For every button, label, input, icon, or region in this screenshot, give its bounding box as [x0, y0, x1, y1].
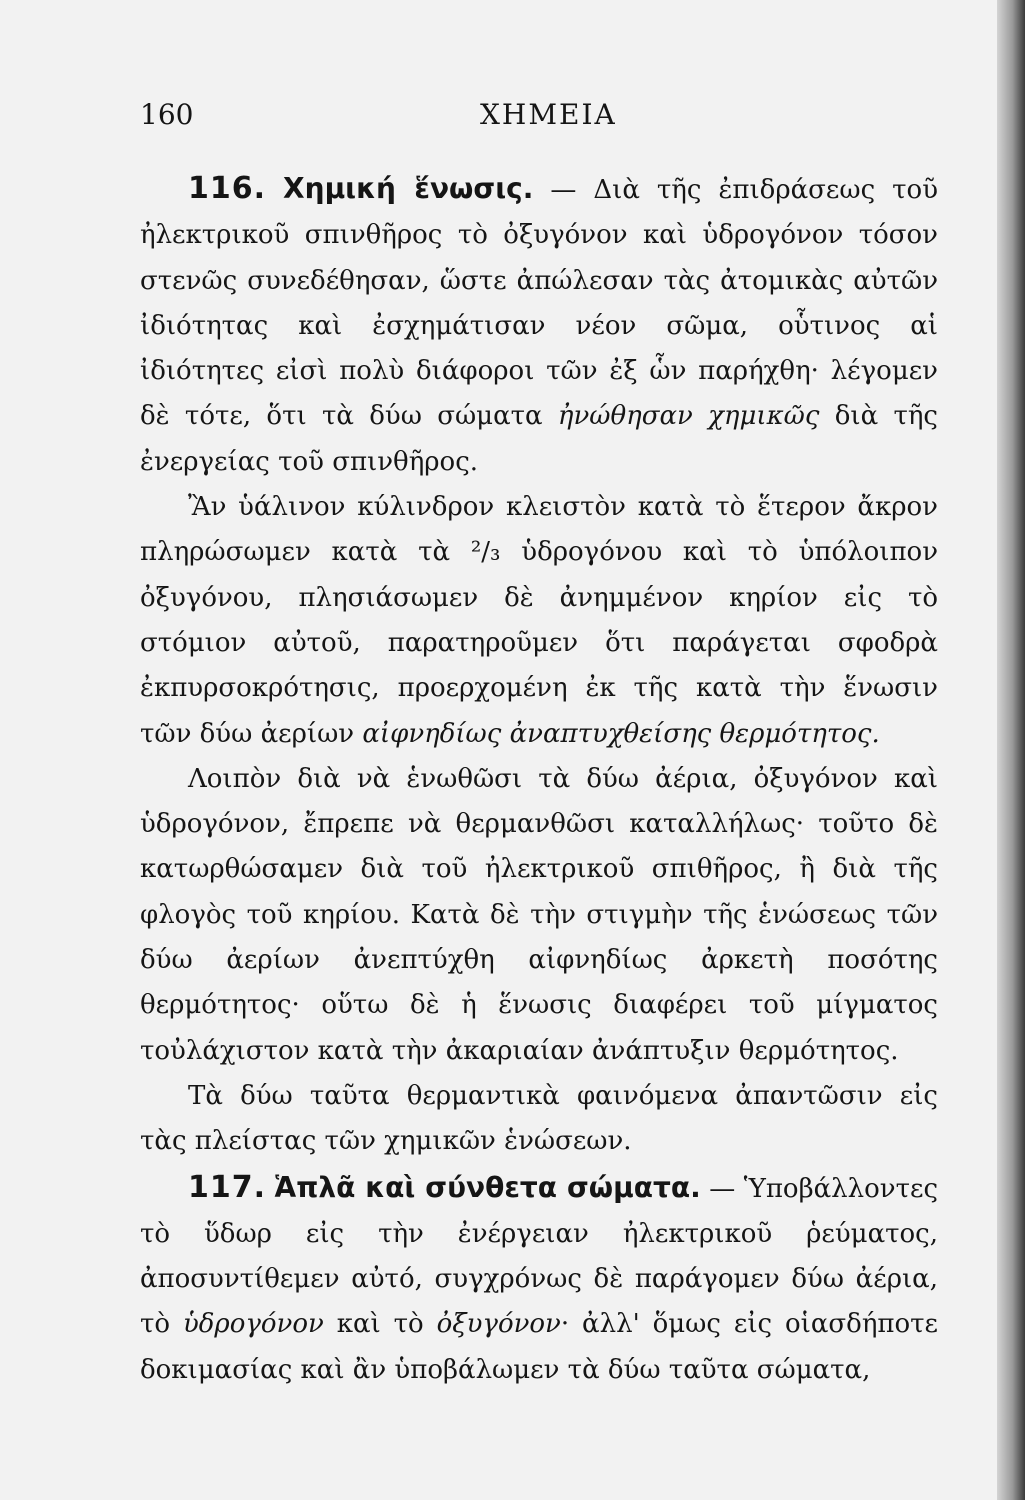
emphasized-text: ἠνώθησαν χημικῶς	[557, 401, 820, 432]
paragraph-text: — Ὑποβάλλοντες τὸ ὕδωρ εἰς τὴν ἐνέργειαν ἠλεκτρικοῦ ῥεύματος, ἀποσυντίθεμεν αὐτό, συγχρόνως δὲ παράγομεν δύω ἀέρια, τὸ	[140, 1173, 939, 1340]
section-116-paragraph-2	[140, 485, 938, 757]
paragraph-text: καὶ τὸ	[323, 1309, 437, 1340]
paragraph-text: Τὰ δύω ταῦτα θερμαντικὰ φαινόμενα ἀπαντῶσιν εἰς τὰς πλείστας τῶν χημικῶν ἑνώσεων.	[140, 1080, 938, 1157]
section-116-paragraph-3	[140, 757, 938, 1074]
emphasized-text: αἰφνηδίως ἀναπτυχθείσης θερμότητος.	[362, 718, 880, 749]
paragraph-text: Ἂν ὑάλινον κύλινδρον κλειστὸν κατὰ τὸ ἕτερον ἄκρον πληρώσωμεν κατὰ τὰ ²/₃ ὑδρογόνου καὶ τὸ ὑπόλοιπον ὀξυγόνου, πλησιάσωμεν δὲ ἀνημμένον κηρίον εἰς τὸ στόμιον αὐτοῦ, παρατηροῦμεν ὅτι παράγεται σφοδρὰ ἐκπυρσοκρότησις, προερχομένη ἐκ τῆς κατὰ τὴν ἕνωσιν τῶν δύω ἀερίων	[140, 492, 938, 749]
section-number: 117.	[188, 1169, 267, 1205]
emphasized-text: ὀξυγόνον	[436, 1309, 561, 1340]
paragraph-text: διὰ τῆς ἐνεργείας τοῦ σπινθῆρος.	[140, 401, 938, 477]
page-number: 160	[140, 98, 194, 131]
page-header	[140, 98, 938, 138]
section-title: Ἁπλᾶ καὶ σύνθετα σώματα.	[274, 1170, 701, 1204]
section-number: 116.	[188, 171, 267, 206]
running-title: ΧΗΜΕΙΑ	[480, 98, 617, 131]
section-116-paragraph-1	[140, 166, 938, 485]
page-body	[140, 166, 938, 1393]
section-title: Χημική ἕνωσις.	[283, 172, 534, 205]
paragraph-text: Λοιπὸν διὰ νὰ ἑνωθῶσι τὰ δύω ἀέρια, ὀξυγόνον καὶ ὑδρογόνον, ἔπρεπε νὰ θερμανθῶσι καταλλήλως· τοῦτο δὲ κατωρθώσαμεν διὰ τοῦ ἠλεκτρικοῦ σπιθῆρος, ἢ διὰ τῆς φλογὸς τοῦ κηρίου. Κατὰ δὲ τὴν στιγμὴν τῆς ἑνώσεως τῶν δύω ἀερίων ἀνεπτύχθη αἰφνηδίως ἀρκετὴ ποσότης θερμότητος· οὕτω δὲ ἡ ἕνωσις διαφέρει τοῦ μίγματος τοὐλάχιστον κατὰ τὴν ἀκαριαίαν ἀνάπτυξιν θερμότητος.	[140, 763, 938, 1066]
paragraph-text: — Διὰ τῆς ἐπιδράσεως τοῦ ἠλεκτρικοῦ σπινθῆρος τὸ ὀξυγόνον καὶ ὑδρογόνον τόσον στενῶς συνεδέθησαν, ὥστε ἀπώλεσαν τὰς ἀτομικὰς αὐτῶν ἰδιότητας καὶ ἐσχημάτισαν νέον σῶμα, οὗτινος αἱ ἰδιότητες εἰσὶ πολὺ διάφοροι τῶν ἐξ ὧν παρήχθη· λέγομεν δὲ τότε, ὅτι τὰ δύω σώματα	[140, 175, 939, 432]
page-edge-shadow	[997, 0, 1025, 1500]
section-117-paragraph-1	[140, 1165, 938, 1393]
paragraph-text: · ἀλλ' ὅμως εἰς οἱασδήποτε δοκιμασίας καὶ ἂν ὑποβάλωμεν τὰ δύω ταῦτα σώματα,	[140, 1309, 938, 1385]
section-116-paragraph-4	[140, 1074, 938, 1165]
emphasized-text: ὑδρογόνον	[182, 1309, 324, 1340]
